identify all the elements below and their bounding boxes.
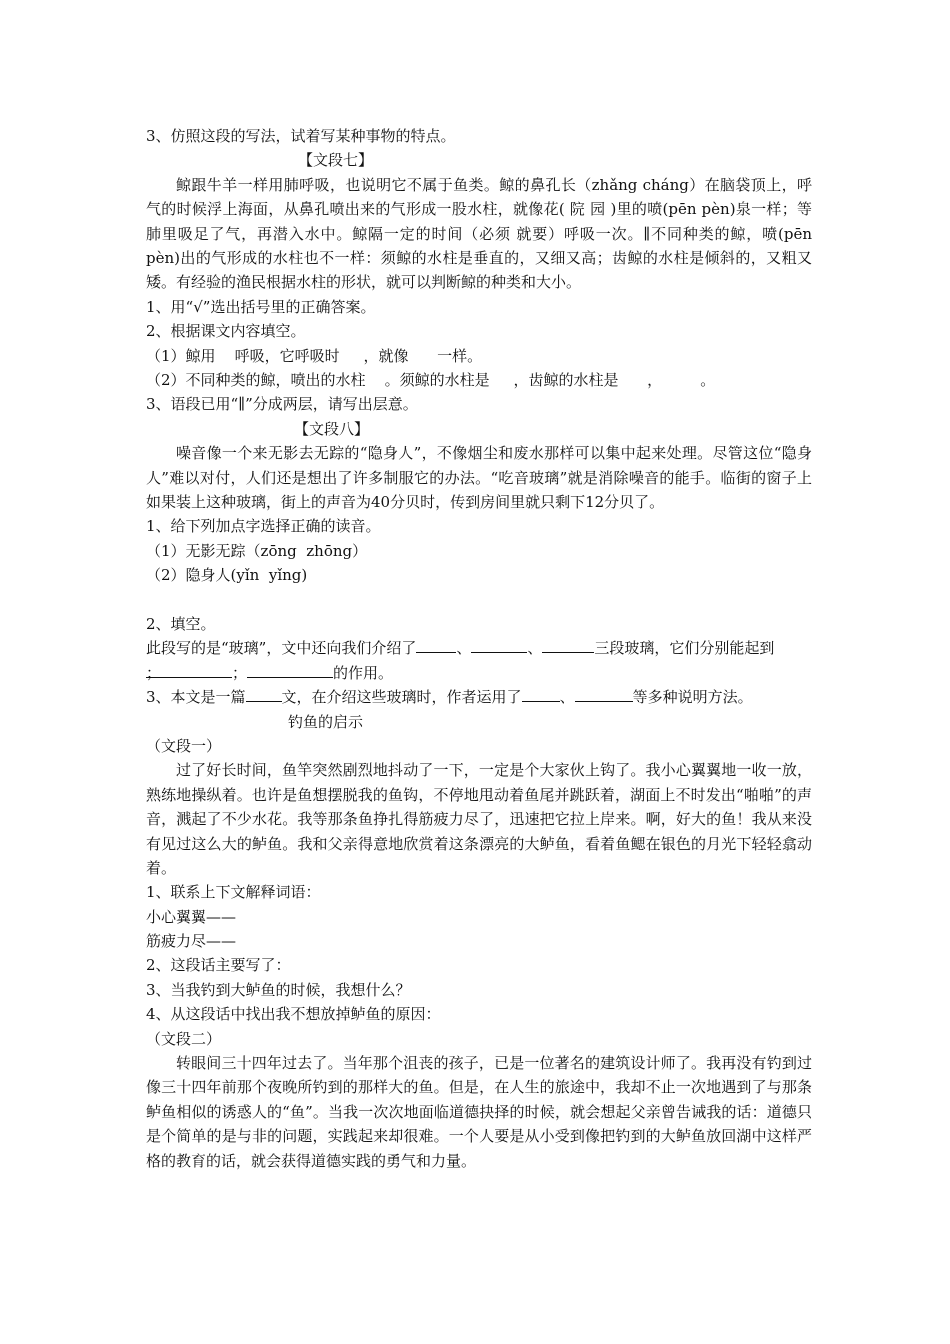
fishing-word-1: 小心翼翼—— bbox=[146, 907, 237, 926]
fishing-passage-1: 过了好长时间，鱼竿突然剧烈地抖动了一下，一定是个大家伙上钩了。我小心翼翼地一收一放，熟练地操纵着。也许是鱼想摆脱我的鱼钩，不停地甩动着鱼尾并跳跃着，湖面上不时发出“啪啪”的声音，溅起了不少水花。我等那条鱼挣扎得筋疲力尽了，迅速把它拉上岸来。啊，好大的鱼！我从来没有见过这么大的鲈鱼。我和父亲得意地欣赏着这条漂亮的大鲈鱼，看着鱼鳃在银色的月光下轻轻翕动着。 bbox=[146, 761, 812, 877]
document-page bbox=[146, 124, 812, 1173]
s7-question-2-1: （1）鲸用 呼吸，它呼吸时 ，就像 一样。 bbox=[146, 346, 483, 365]
s8-question-2: 2、填空。 bbox=[146, 614, 216, 633]
section-7-title: 【文段七】 bbox=[298, 151, 374, 170]
s8-q2-semicolon: ； bbox=[232, 663, 248, 682]
fishing-title: 钓鱼的启示 bbox=[288, 712, 364, 731]
answer-blank[interactable] bbox=[542, 636, 594, 653]
fishing-question-3: 3、当我钓到大鲈鱼的时候，我想什么？ bbox=[146, 980, 411, 999]
s8-question-1-3-4 bbox=[146, 588, 812, 612]
fishing-question-4: 4、从这段话中找出我不想放掉鲈鱼的原因： bbox=[146, 1005, 441, 1024]
fishing-word-2: 筋疲力尽—— bbox=[146, 932, 237, 951]
s8-question-2-fill-line bbox=[146, 636, 812, 660]
answer-blank[interactable] bbox=[146, 661, 232, 682]
fishing-passage-2-label: （文段二） bbox=[146, 1029, 222, 1048]
s8-q3-separator: 、 bbox=[559, 688, 575, 707]
s8-q2-semicolon: ； bbox=[146, 663, 162, 682]
section-7-paragraph: 鲸跟牛羊一样用肺呼吸，也说明它不属于鱼类。鲸的鼻孔长（zhǎng cháng）在脑袋顶上，呼气的时候浮上海面，从鼻孔喷出来的气形成一股水柱，就像花( 院 园 )里的喷(pēn pèn)泉一样；等肺里吸足了气，再潜入水中。鲸隔一定的时间（必须 就要）呼吸一次。∥不同种类的鲸，喷(pēn pèn)出的气形成的水柱也不一样：须鲸的水柱是垂直的，又细又高；齿鲸的水柱是倾斜的，又粗又矮。有经验的渔民根据水柱的形状，就可以判断鲸的种类和大小。 bbox=[146, 175, 812, 292]
fishing-question-2: 2、这段话主要写了： bbox=[146, 956, 291, 975]
section-8-paragraph: 噪音像一个来无影去无踪的“隐身人”，不像烟尘和废水那样可以集中起来处理。尽管这位“隐身人”难以对付，人们还是想出了许多制服它的办法。“吃音玻璃”就是消除噪音的能手。临街的窗子上如果装上这种玻璃，街上的声音为40分贝时，传到房间里就只剩下12分贝了。 bbox=[146, 444, 812, 511]
fishing-passage-2: 转眼间三十四年过去了。当年那个沮丧的孩子，已是一位著名的建筑设计师了。我再没有钓到过像三十四年前那个夜晚所钓到的那样大的鱼。但是，在人生的旅途中，我却不止一次地遇到了与那条鲈鱼相似的诱惑人的“鱼”。当我一次次地面临道德抉择的时候，就会想起父亲曾告诫我的话：道德只是个简单的是与非的问题，实践起来却很难。一个人要是从小受到像把钓到的大鲈鱼放回湖中这样严格的教育的话，就会获得道德实践的勇气和力量。 bbox=[146, 1054, 812, 1170]
question-3-prev: 3、仿照这段的写法，试着写某种事物的特点。 bbox=[146, 127, 456, 145]
answer-blank[interactable] bbox=[246, 685, 282, 702]
answer-blank[interactable] bbox=[416, 636, 456, 653]
s8-q2-separator: 、 bbox=[456, 639, 472, 658]
s8-q2-separator: 、 bbox=[527, 639, 543, 658]
s7-question-2-2: （2）不同种类的鲸，喷出的水柱 。须鲸的水柱是 ，齿鲸的水柱是 ， 。 bbox=[146, 370, 716, 389]
fishing-question-1: 1、联系上下文解释词语： bbox=[146, 883, 321, 902]
s8-q2-text-c: 的作用。 bbox=[333, 663, 394, 682]
answer-blank[interactable] bbox=[575, 685, 633, 702]
s8-q2-text-b: 三段玻璃，它们分别能起到 bbox=[594, 639, 775, 658]
s7-question-1: 1、用“√”选出括号里的正确答案。 bbox=[146, 297, 376, 316]
s8-question-3-fill-line bbox=[146, 685, 812, 709]
s8-q2-text-a: 此段写的是“玻璃”，文中还向我们介绍了 bbox=[146, 639, 417, 658]
s8-question-1-1: （1）无影无踪（zōng zhōng） bbox=[146, 541, 368, 560]
fishing-passage-1-label: （文段一） bbox=[146, 736, 222, 755]
s7-question-3: 3、语段已用“∥”分成两层，请写出层意。 bbox=[146, 395, 418, 414]
s8-q3-text-c: 等多种说明方法。 bbox=[632, 688, 753, 707]
s8-question-1: 1、给下列加点字选择正确的读音。 bbox=[146, 517, 381, 536]
answer-blank[interactable] bbox=[247, 661, 333, 678]
s8-q3-text-a: 3、本文是一篇 bbox=[146, 688, 246, 707]
section-8-title: 【文段八】 bbox=[294, 419, 370, 438]
answer-blank[interactable] bbox=[471, 636, 527, 653]
s8-question-1-2: （2）隐身人(yǐn yǐng) bbox=[146, 566, 308, 585]
s8-q3-text-b: 文，在介绍这些玻璃时，作者运用了 bbox=[281, 688, 522, 707]
answer-blank[interactable] bbox=[522, 685, 560, 702]
s8-question-2-fill-line-2 bbox=[146, 661, 812, 685]
s7-question-2: 2、根据课文内容填空。 bbox=[146, 322, 306, 341]
